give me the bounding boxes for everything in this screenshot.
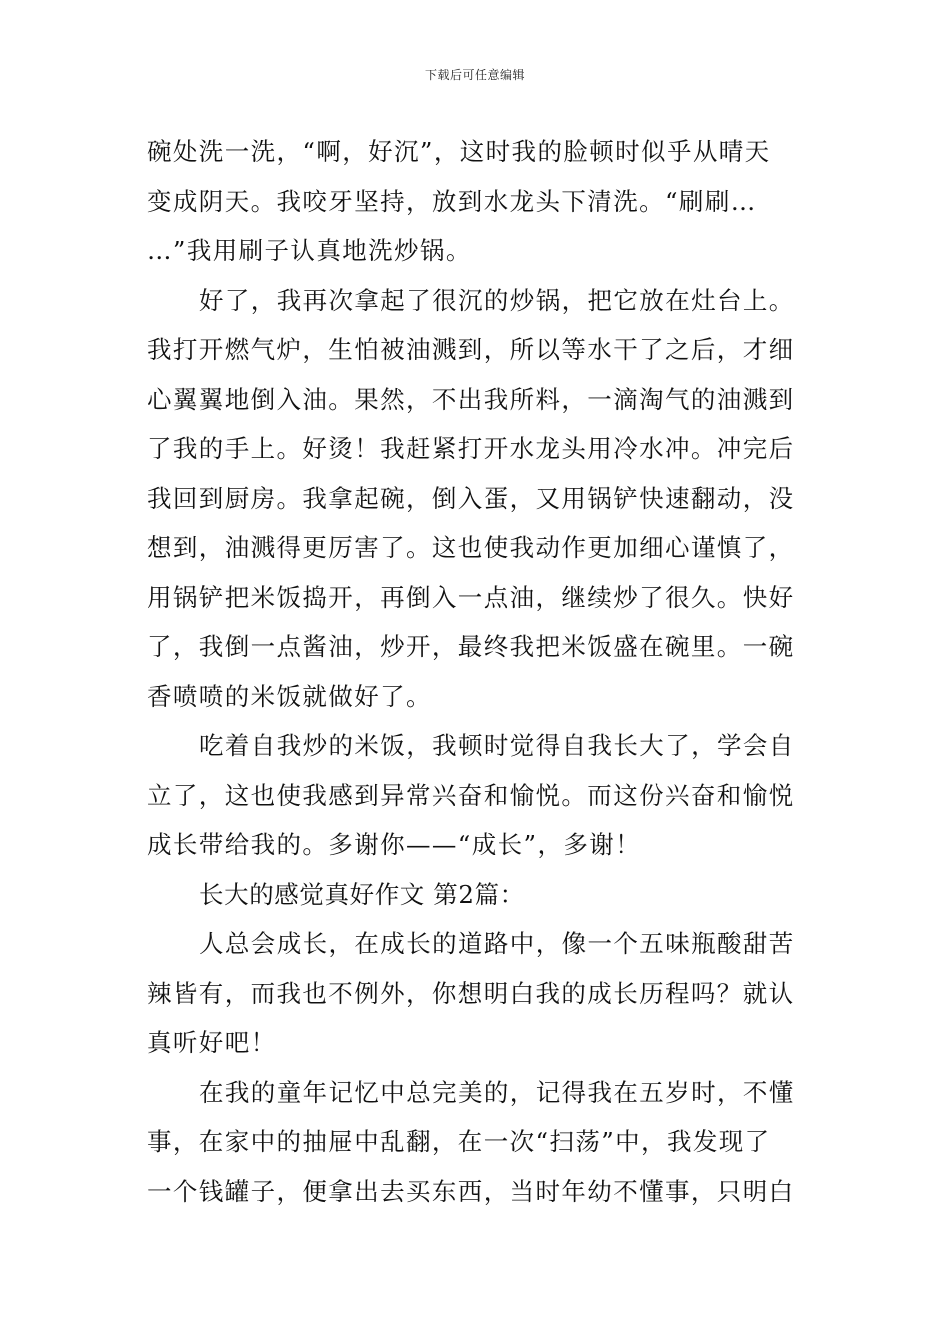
text-line: …”我用刷子认真地洗炒锅。 (147, 236, 472, 265)
text-line: 我打开燃气炉，生怕被油溅到，所以等水干了之后，才细 (147, 335, 795, 364)
text-line: 碗处洗一洗，“啊，好沉”，这时我的脸顿时似乎从晴天 (147, 137, 771, 166)
document-body (147, 127, 807, 1216)
text-line: 立了，这也使我感到异常兴奋和愉悦。而这份兴奋和愉悦 (147, 780, 795, 810)
paragraph-start-line: 在我的童年记忆中总完美的，记得我在五岁时，不懂 (199, 1077, 795, 1107)
section-heading: 长大的感觉真好作文 第2篇： (199, 879, 525, 909)
text-line: 我回到厨房。我拿起碗，倒入蛋，又用锅铲快速翻动，没 (147, 483, 795, 513)
text-line: 心翼翼地倒入油。果然，不出我所料，一滴淘气的油溅到 (147, 384, 795, 414)
paragraph-start-line: 人总会成长，在成长的道路中，像一个五味瓶酸甜苦 (199, 929, 795, 958)
page-header: 下载后可任意编辑 (424, 68, 525, 82)
text-line: 一个钱罐子，便拿出去买东西，当时年幼不懂事，只明白 (147, 1176, 795, 1206)
text-line: 了，我倒一点酱油，炒开，最终我把米饭盛在碗里。一碗 (147, 632, 795, 661)
text-line: 辣皆有，而我也不例外，你想明白我的成长历程吗？就认 (147, 978, 795, 1008)
text-line: 用锅铲把米饭捣开，再倒入一点油，继续炒了很久。快好 (147, 582, 795, 612)
text-line: 变成阴天。我咬牙坚持，放到水龙头下清洗。“刷刷… (147, 186, 757, 216)
text-line: 想到，油溅得更厉害了。这也使我动作更加细心谨慎了， (147, 533, 795, 562)
text-line: 事，在家中的抽屉中乱翻，在一次“扫荡”中，我发现了 (147, 1127, 771, 1156)
text-line: 了我的手上。好烫！我赶紧打开水龙头用冷水冲。冲完后 (147, 434, 795, 463)
paragraph-start-line: 好了，我再次拿起了很沉的炒锅，把它放在灶台上。 (199, 285, 795, 315)
text-line: 真听好吧！ (147, 1028, 277, 1057)
text-line: 成长带给我的。多谢你——“成长”，多谢！ (147, 830, 642, 859)
text-line: 香喷喷的米饭就做好了。 (147, 681, 432, 711)
paragraph-start-line: 吃着自我炒的米饭，我顿时觉得自我长大了，学会自 (199, 731, 795, 760)
